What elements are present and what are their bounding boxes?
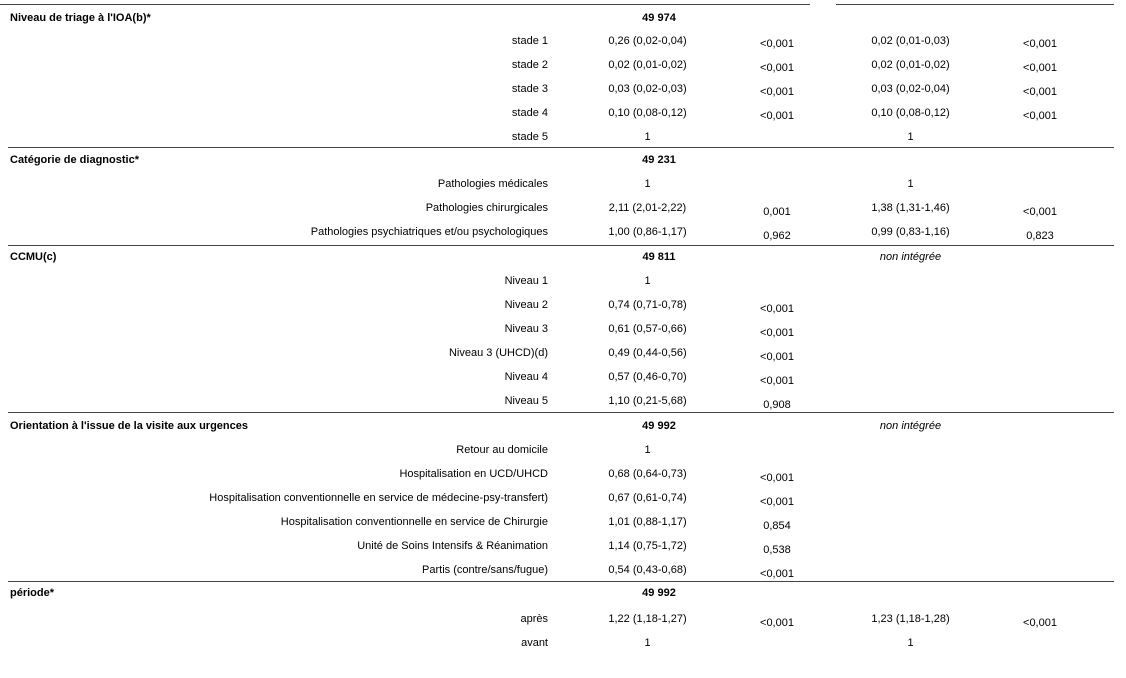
- row-or1: 1,14 (0,75-1,72): [608, 540, 687, 552]
- top-rule-left: [0, 4, 810, 5]
- row-p1: <0,001: [760, 38, 794, 50]
- row-or1: 1,22 (1,18-1,27): [608, 613, 687, 625]
- section-title-orientation: Orientation à l'issue de la visite aux urgences: [10, 420, 248, 432]
- row-p1: <0,001: [760, 110, 794, 122]
- row-p1: <0,001: [760, 472, 794, 484]
- section-title-diagnostic: Catégorie de diagnostic*: [10, 154, 139, 166]
- row-or1: 0,61 (0,57-0,66): [608, 323, 687, 335]
- row-p1: 0,962: [763, 230, 791, 242]
- section-divider: [8, 147, 1114, 148]
- row-p1: <0,001: [760, 375, 794, 387]
- row-label: stade 5: [511, 131, 548, 143]
- section-n-orientation: 49 992: [642, 420, 676, 432]
- row-or1: 1: [644, 131, 651, 143]
- section-n-ccmu: 49 811: [642, 251, 676, 263]
- row-p2: <0,001: [1023, 38, 1057, 50]
- row-or2: 1,38 (1,31-1,46): [871, 202, 950, 214]
- row-label: avant: [521, 637, 548, 649]
- section-divider: [8, 581, 1114, 582]
- row-p2: <0,001: [1023, 110, 1057, 122]
- row-or2: 1: [907, 131, 914, 143]
- row-label: Unité de Soins Intensifs & Réanimation: [357, 540, 548, 552]
- row-or1: 1,01 (0,88-1,17): [608, 516, 687, 528]
- row-p1: <0,001: [760, 327, 794, 339]
- section-n-diagnostic: 49 231: [642, 154, 676, 166]
- section-divider: [8, 412, 1114, 413]
- row-label: Niveau 1: [504, 275, 548, 287]
- row-p1: 0,001: [763, 206, 791, 218]
- row-label: stade 4: [511, 107, 548, 119]
- section-divider: [8, 245, 1114, 246]
- row-label: stade 3: [511, 83, 548, 95]
- row-p1: <0,001: [760, 351, 794, 363]
- section-n-periode: 49 992: [642, 587, 676, 599]
- row-p2: <0,001: [1023, 206, 1057, 218]
- row-label: stade 2: [511, 59, 548, 71]
- row-or2: 0,03 (0,02-0,04): [871, 83, 950, 95]
- row-or1: 1,00 (0,86-1,17): [608, 226, 687, 238]
- row-p1: <0,001: [760, 62, 794, 74]
- row-or1: 0,54 (0,43-0,68): [608, 564, 687, 576]
- row-label: après: [520, 613, 548, 625]
- row-label: Pathologies médicales: [437, 178, 548, 190]
- row-label: Retour au domicile: [456, 444, 548, 456]
- row-or1: 2,11 (2,01-2,22): [608, 202, 687, 214]
- row-p1: <0,001: [760, 303, 794, 315]
- row-or1: 1: [644, 178, 651, 190]
- row-or2: 1: [907, 178, 914, 190]
- row-p1: 0,854: [763, 520, 791, 532]
- row-or1: 1: [644, 637, 651, 649]
- section-title-ccmu: CCMU(c): [10, 251, 57, 263]
- row-label: Niveau 3 (UHCD)(d): [448, 347, 548, 359]
- row-p1: <0,001: [760, 617, 794, 629]
- row-p1: 0,538: [763, 544, 791, 556]
- row-or1: 0,03 (0,02-0,03): [608, 83, 687, 95]
- row-p2: 0,823: [1026, 230, 1054, 242]
- not-integrated-note: non intégrée: [879, 420, 942, 432]
- row-label: Niveau 5: [504, 395, 548, 407]
- section-title-triage: Niveau de triage à l'IOA(b)*: [10, 12, 151, 24]
- row-p2: <0,001: [1023, 62, 1057, 74]
- row-or2: 0,99 (0,83-1,16): [871, 226, 950, 238]
- row-label: Niveau 4: [504, 371, 548, 383]
- row-label: stade 1: [511, 35, 548, 47]
- row-label: Hospitalisation conventionnelle en service de médecine-psy-transfert): [209, 492, 548, 504]
- not-integrated-note: non intégrée: [879, 251, 942, 263]
- row-or1: 0,49 (0,44-0,56): [608, 347, 687, 359]
- row-label: Pathologies chirurgicales: [425, 202, 548, 214]
- row-p1: 0,908: [763, 399, 791, 411]
- row-p1: <0,001: [760, 568, 794, 580]
- row-or1: 0,10 (0,08-0,12): [608, 107, 687, 119]
- row-label: Hospitalisation conventionnelle en service de Chirurgie: [280, 516, 548, 528]
- section-n-triage: 49 974: [642, 12, 676, 24]
- row-or1: 0,68 (0,64-0,73): [608, 468, 687, 480]
- row-or1: 1: [644, 444, 651, 456]
- row-p2: <0,001: [1023, 617, 1057, 629]
- row-label: Pathologies psychiatriques et/ou psychologiques: [310, 226, 548, 238]
- row-or1: 0,74 (0,71-0,78): [608, 299, 687, 311]
- row-p1: <0,001: [760, 86, 794, 98]
- row-or1: 0,02 (0,01-0,02): [608, 59, 687, 71]
- row-or1: 0,26 (0,02-0,04): [608, 35, 687, 47]
- row-or1: 0,57 (0,46-0,70): [608, 371, 687, 383]
- row-or2: 0,02 (0,01-0,03): [871, 35, 950, 47]
- row-p2: <0,001: [1023, 86, 1057, 98]
- row-or1: 0,67 (0,61-0,74): [608, 492, 687, 504]
- row-or1: 1,10 (0,21-5,68): [608, 395, 687, 407]
- row-label: Niveau 3: [504, 323, 548, 335]
- row-or2: 1,23 (1,18-1,28): [871, 613, 950, 625]
- row-label: Niveau 2: [504, 299, 548, 311]
- row-or2: 1: [907, 637, 914, 649]
- row-label: Hospitalisation en UCD/UHCD: [399, 468, 548, 480]
- row-label: Partis (contre/sans/fugue): [422, 564, 548, 576]
- top-rule-right: [836, 4, 1114, 5]
- row-p1: <0,001: [760, 496, 794, 508]
- row-or2: 0,02 (0,01-0,02): [871, 59, 950, 71]
- row-or2: 0,10 (0,08-0,12): [871, 107, 950, 119]
- section-title-periode: période*: [10, 587, 55, 599]
- row-or1: 1: [644, 275, 651, 287]
